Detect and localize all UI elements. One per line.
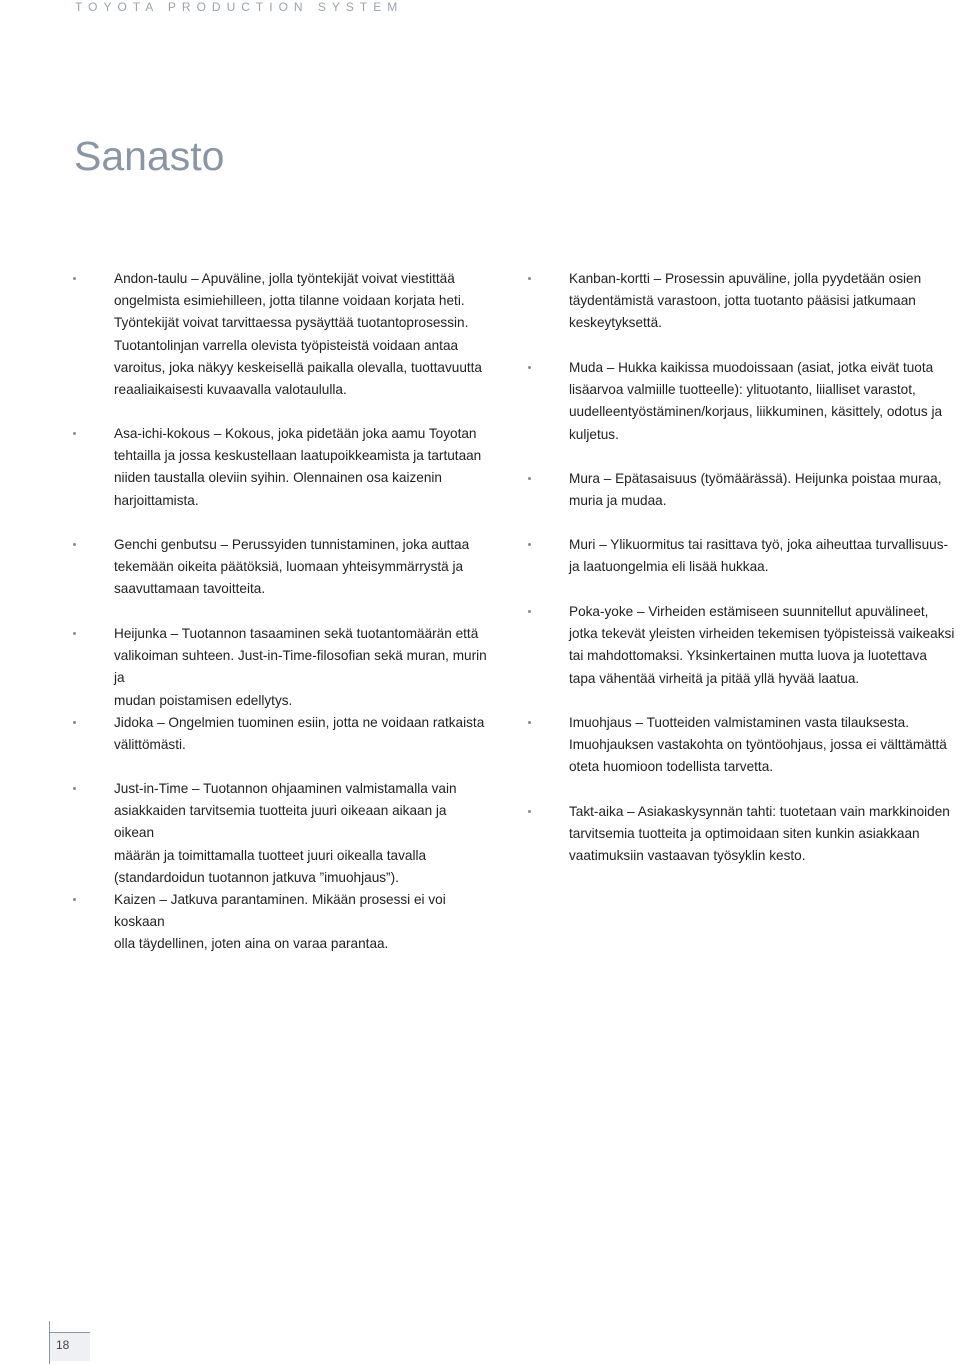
page-number: 18 [56,1338,70,1352]
glossary-entry-text: Asa-ichi-kokous – Kokous, joka pidetään joka aamu Toyotan tehtailla ja jossa keskustellaan laatupoikkeamista ja tartutaan niiden taustalla oleviin syihin. Olennainen osa kaizenin harjoittamista. [114,426,482,508]
glossary-entry-imuohjaus [525,712,960,779]
glossary-entry-text: Muri – Ylikuormitus tai rasittava työ, joka aiheuttaa turvallisuus- ja laatuongelmia eli lisää hukkaa. [569,537,949,575]
bullet-icon [73,898,76,901]
glossary-entry-muri [525,534,960,578]
glossary-entry-text: Kanban-kortti – Prosessin apuväline, jolla pyydetään osien täydentämistä varastoon, jotta tuotanto pääsisi jatkumaan keskeytyksettä. [569,271,922,331]
glossary-entry-just-in-time [70,778,490,889]
glossary-entry-text: Heijunka – Tuotannon tasaaminen sekä tuotantomäärän että valikoiman suhteen. Just-in-Time-filosofian sekä muran, murin ja mudan poistamisen edellytys. [114,626,487,708]
glossary-entry-genchi-genbutsu [70,534,490,601]
glossary-entry-text: Poka-yoke – Virheiden estämiseen suunnitellut apuvälineet, jotka tekevät yleisten virheiden tekemisen työpisteissä vaikeaksi tai mahdottomaksi. Yksinkertainen mutta luova ja luotettava tapa vähentää virheitä ja pitää yllä hyvää laatua. [569,604,955,686]
bullet-icon [73,432,76,435]
glossary-entry-text: Takt-aika – Asiakaskysynnän tahti: tuotetaan vain markkinoiden tarvitsemia tuotteita ja optimoidaan siten kunkin asiakkaan vaatimuksiin vastaavan työsyklin kesto. [569,804,950,864]
glossary-entry-mura [525,468,960,512]
bullet-icon [73,632,76,635]
bullet-icon [528,477,531,480]
page-title: Sanasto [74,133,225,179]
glossary-entry-kanban [525,268,960,335]
glossary-entry-text: Jidoka – Ongelmien tuominen esiin, jotta ne voidaan ratkaista välittömästi. [114,715,485,753]
glossary-entry-text: Mura – Epätasaisuus (työmäärässä). Heijunka poistaa muraa, muria ja mudaa. [569,471,942,509]
glossary-entry-text: Andon-taulu – Apuväline, jolla työntekijät voivat viestittää ongelmista esimiehilleen, jotta tilanne voidaan korjata heti. Työntekijät voivat tarvittaessa pysäyttää tuotantoprosessin. Tuotantolinjan varrella olevista työpisteistä voidaan antaa varoitus, joka näkyy keskeisellä paikalla olevalla, tuottavuutta reaaliaikaisesti kuvaavalla valotaululla. [114,271,482,398]
glossary-entry-muda [525,357,960,446]
bullet-icon [73,277,76,280]
glossary-entry-text: Kaizen – Jatkuva parantaminen. Mikään prosessi ei voi koskaan olla täydellinen, joten aina on varaa parantaa. [114,892,446,952]
glossary-entry-takt-aika [525,801,960,868]
glossary-entry-text: Genchi genbutsu – Perussyiden tunnistaminen, joka auttaa tekemään oikeita päätöksiä, luomaan yhteisymmärrystä ja saavuttamaan tavoitteita. [114,537,470,597]
running-header: TOYOTA PRODUCTION SYSTEM [75,0,404,14]
glossary-entry-andon [70,268,490,401]
glossary-entry-text: Muda – Hukka kaikissa muodoissaan (asiat, jotka eivät tuota lisäarvoa valmiille tuotteelle): ylituotanto, liialliset varastot, uudelleentyöstäminen/korjaus, liikkuminen, käsittely, odotus ja kuljetus. [569,360,943,442]
glossary-entry-heijunka [70,623,490,712]
bullet-icon [73,543,76,546]
bullet-icon [528,277,531,280]
bullet-icon [528,810,531,813]
glossary-entry-asa-ichi [70,423,490,512]
glossary-entry-text: Imuohjaus – Tuotteiden valmistaminen vasta tilauksesta. Imuohjauksen vastakohta on työntöohjaus, jossa ei välttämättä oteta huomioon todellista tarvetta. [569,715,947,775]
glossary-entry-text: Just-in-Time – Tuotannon ohjaaminen valmistamalla vain asiakkaiden tarvitsemia tuotteita juuri oikeaan aikaan ja oikean määrän ja toimittamalla tuotteet juuri oikealla tavalla (standardoidun tuotannon jatkuva ”imuohjaus”). [114,781,457,885]
page-number-box [50,1332,90,1361]
glossary-entry-poka-yoke [525,601,960,690]
page-number-divider [49,1321,50,1364]
bullet-icon [528,543,531,546]
bullet-icon [528,366,531,369]
glossary-entry-jidoka [70,712,490,756]
bullet-icon [528,610,531,613]
glossary-entry-kaizen [70,889,490,956]
bullet-icon [73,721,76,724]
bullet-icon [73,787,76,790]
bullet-icon [528,721,531,724]
